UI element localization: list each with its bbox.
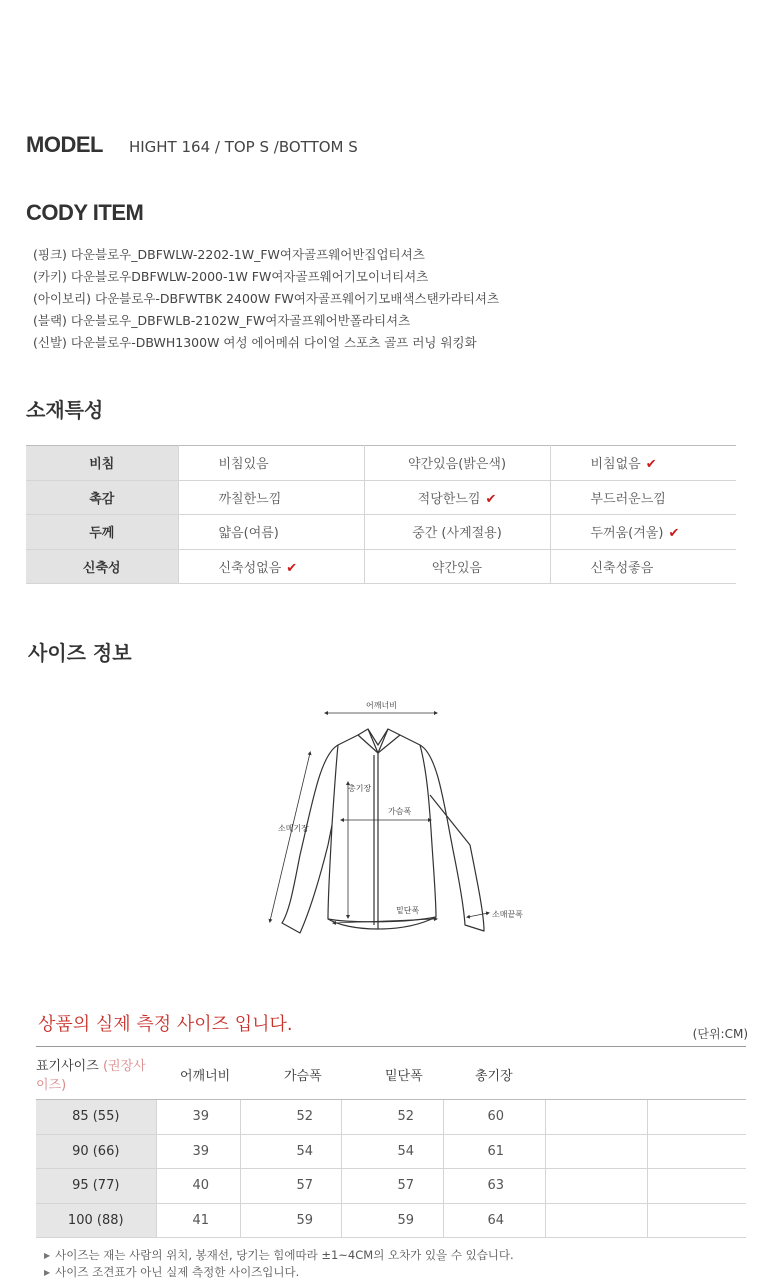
size-table bbox=[36, 1055, 746, 1238]
measurement-notice: 상품의 실제 측정 사이즈 입니다. bbox=[38, 1014, 293, 1035]
size-value-empty bbox=[647, 1169, 746, 1204]
cody-item: (핑크) 다운블로우_DBFWLW-2202-1W_FW여자골프웨어반집업티셔츠 bbox=[33, 247, 425, 262]
size-value: 60 bbox=[443, 1100, 545, 1135]
cody-list bbox=[33, 244, 499, 354]
footnote: ▶ 사이즈는 재는 사람의 위치, 봉재선, 당기는 힘에따라 ±1~4CM의 오차가 있을 수 있습니다. bbox=[44, 1247, 514, 1264]
material-option: 약간있음(밝은색) bbox=[364, 446, 550, 481]
check-icon: ✔ bbox=[286, 560, 298, 576]
check-icon: ✔ bbox=[668, 526, 680, 542]
size-value: 41 bbox=[156, 1203, 240, 1238]
material-table bbox=[26, 445, 736, 584]
cody-item: (블랙) 다운블로우_DBFWLB-2102W_FW여자골프웨어반폴라티셔츠 bbox=[33, 313, 411, 328]
material-option: 신축성없음 ✔ bbox=[178, 549, 364, 584]
size-label: 95 (77) bbox=[36, 1169, 156, 1204]
material-option: 신축성좋음 bbox=[550, 549, 736, 584]
size-header-col: 총기장 bbox=[443, 1055, 545, 1100]
size-value: 39 bbox=[156, 1100, 240, 1135]
size-row bbox=[36, 1100, 746, 1135]
diagram-label-length: 총기장 bbox=[348, 784, 372, 793]
material-option: 비침없음 ✔ bbox=[550, 446, 736, 481]
model-info: HIGHT 164 / TOP S /BOTTOM S bbox=[128, 138, 358, 156]
size-row bbox=[36, 1169, 746, 1204]
size-value-empty bbox=[647, 1134, 746, 1169]
size-header-row bbox=[36, 1055, 746, 1100]
size-value: 40 bbox=[156, 1169, 240, 1204]
cody-heading: CODY ITEM bbox=[26, 200, 144, 225]
material-option: 적당한느낌 ✔ bbox=[364, 480, 550, 515]
material-row bbox=[26, 480, 736, 515]
size-value: 59 bbox=[341, 1203, 443, 1238]
size-value-empty bbox=[545, 1203, 647, 1238]
diagram-label-chest: 가슴폭 bbox=[388, 807, 412, 816]
material-option: 약간있음 bbox=[364, 549, 550, 584]
size-value: 64 bbox=[443, 1203, 545, 1238]
size-header-label: 표기사이즈 (권장사이즈) bbox=[36, 1055, 156, 1100]
material-option: 까칠한느낌 bbox=[178, 480, 364, 515]
diagram-label-hem: 밑단폭 bbox=[396, 906, 420, 915]
material-option: 부드러운느낌 bbox=[550, 480, 736, 515]
size-label: 90 (66) bbox=[36, 1134, 156, 1169]
material-row bbox=[26, 549, 736, 584]
material-label: 두께 bbox=[26, 515, 178, 550]
size-value: 57 bbox=[341, 1169, 443, 1204]
size-row bbox=[36, 1203, 746, 1238]
cody-item: (아이보리) 다운블로우-DBFWTBK 2400W FW여자골프웨어기모배색스탠카라티셔츠 bbox=[33, 291, 500, 306]
size-row bbox=[36, 1134, 746, 1169]
size-header-col: 어깨너비 bbox=[156, 1055, 240, 1100]
size-value-empty bbox=[647, 1100, 746, 1135]
size-value-empty bbox=[545, 1169, 647, 1204]
size-value: 54 bbox=[240, 1134, 341, 1169]
size-value: 63 bbox=[443, 1169, 545, 1204]
material-heading: 소재특성 bbox=[26, 398, 104, 422]
size-value: 52 bbox=[341, 1100, 443, 1135]
material-label: 촉감 bbox=[26, 480, 178, 515]
size-value: 57 bbox=[240, 1169, 341, 1204]
material-option: 비침있음 bbox=[178, 446, 364, 481]
size-value: 59 bbox=[240, 1203, 341, 1238]
model-section bbox=[26, 132, 358, 158]
size-header-empty bbox=[647, 1055, 746, 1100]
size-header-empty bbox=[545, 1055, 647, 1100]
material-option: 두꺼움(겨울) ✔ bbox=[550, 515, 736, 550]
material-row bbox=[26, 515, 736, 550]
size-value: 39 bbox=[156, 1134, 240, 1169]
check-icon: ✔ bbox=[645, 457, 657, 473]
footnote: ▶ 사이즈 조견표가 아닌 실제 측정한 사이즈입니다. bbox=[44, 1264, 514, 1280]
check-icon: ✔ bbox=[485, 491, 497, 507]
material-row bbox=[26, 446, 736, 481]
divider bbox=[36, 1046, 746, 1047]
size-label: 85 (55) bbox=[36, 1100, 156, 1135]
size-value-empty bbox=[545, 1134, 647, 1169]
size-value: 52 bbox=[240, 1100, 341, 1135]
size-header-col: 가슴폭 bbox=[240, 1055, 341, 1100]
model-heading: MODEL bbox=[26, 132, 103, 157]
material-label: 신축성 bbox=[26, 549, 178, 584]
unit-label: (단위:CM) bbox=[692, 1027, 748, 1041]
size-value-empty bbox=[647, 1203, 746, 1238]
material-option: 중간 (사계절용) bbox=[364, 515, 550, 550]
diagram-label-shoulder: 어깨너비 bbox=[366, 701, 397, 710]
size-header-col: 밑단폭 bbox=[341, 1055, 443, 1100]
size-label: 100 (88) bbox=[36, 1203, 156, 1238]
size-value: 54 bbox=[341, 1134, 443, 1169]
size-value: 61 bbox=[443, 1134, 545, 1169]
size-value-empty bbox=[545, 1100, 647, 1135]
diagram-label-sleeve: 소매기장 bbox=[278, 824, 309, 833]
shirt-diagram bbox=[260, 695, 540, 945]
material-option: 얇음(여름) bbox=[178, 515, 364, 550]
diagram-label-cuff: 소매끝폭 bbox=[492, 910, 523, 919]
cody-item: (카키) 다운블로우DBFWLW-2000-1W FW여자골프웨어기모이너티셔츠 bbox=[33, 269, 429, 284]
material-label: 비침 bbox=[26, 446, 178, 481]
footnotes bbox=[44, 1247, 514, 1280]
size-heading: 사이즈 정보 bbox=[28, 641, 132, 665]
cody-item: (신발) 다운블로우-DBWH1300W 여성 에어메쉬 다이얼 스포츠 골프 러닝 워킹화 bbox=[33, 335, 477, 350]
